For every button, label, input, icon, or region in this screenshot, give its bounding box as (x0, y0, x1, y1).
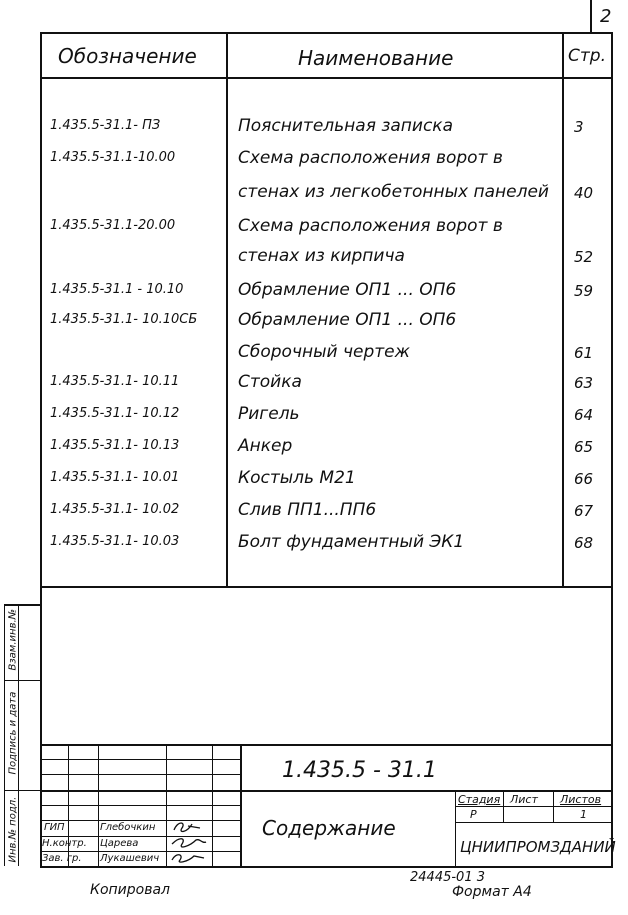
header-page: Стр. (568, 46, 606, 66)
col-divider-1 (226, 32, 228, 587)
row-name: Обрамление ОП1 ... ОП6 (238, 280, 457, 300)
row-designation: 1.435.5-31.1 - 10.10 (50, 282, 184, 297)
tb-row-3 (40, 790, 613, 792)
handwritten-signatures (166, 816, 214, 866)
row-page: 67 (574, 502, 594, 520)
row-page: 64 (574, 406, 594, 424)
sheet-label: Лист (510, 793, 538, 806)
row-designation: 1.435.5-31.1-20.00 (50, 218, 176, 233)
row-name: Стойка (238, 372, 302, 392)
tb-col-2 (98, 744, 99, 866)
row-name: Схема расположения ворот в (238, 216, 503, 236)
col-divider-2 (562, 32, 564, 587)
row-name: Болт фундаментный ЭК1 (238, 532, 465, 552)
table-end-line (40, 586, 613, 588)
frame-bottom (40, 866, 613, 868)
tb-row-2 (40, 774, 240, 775)
row-designation: 1.435.5-31.1- 10.11 (50, 374, 180, 389)
row-page: 63 (574, 374, 594, 392)
page-tab-border (590, 0, 592, 32)
page-number: 2 (600, 6, 612, 27)
side-stamp-left (4, 604, 5, 866)
copied-by: Копировал (90, 882, 170, 898)
tb-right-row-2 (455, 822, 613, 823)
frame-right (611, 32, 613, 868)
row-page: 40 (574, 184, 594, 202)
row-name: Слив ПП1...ПП6 (238, 500, 377, 520)
side-stamp-signature: Подпись и дата (7, 691, 19, 775)
row-page: 68 (574, 534, 594, 552)
row-designation: 1.435.5-31.1- 10.13 (50, 438, 180, 453)
organization-name: ЦНИИПРОМЗДАНИЙ (460, 838, 616, 856)
staff-role-2: Н.контр. (42, 838, 87, 849)
side-stamp-inv: Инв.№ подл. (7, 796, 19, 863)
tb-right-row-1 (455, 806, 613, 807)
row-name: Ригель (238, 404, 300, 424)
row-designation: 1.435.5-31.1-10.00 (50, 150, 176, 165)
staff-name-2: Царева (100, 838, 139, 849)
row-designation: 1.435.5-31.1- 10.12 (50, 406, 180, 421)
header-name: Наименование (298, 46, 454, 70)
staff-role-3: Зав. гр. (42, 853, 82, 864)
row-name: Пояснительная записка (238, 116, 453, 136)
side-stamp-sep-1 (4, 680, 42, 681)
document-title: Содержание (262, 816, 396, 840)
tb-row-4 (40, 805, 240, 806)
frame-left (40, 32, 42, 868)
row-page: 3 (574, 118, 584, 136)
sheets-label: Листов (560, 793, 602, 806)
row-name: стенах из кирпича (238, 246, 405, 266)
row-designation: 1.435.5-31.1- 10.01 (50, 470, 180, 485)
row-designation: 1.435.5-31.1- ПЗ (50, 118, 161, 133)
tb-row-1 (40, 759, 240, 760)
header-divider (40, 77, 613, 79)
row-name: Обрамление ОП1 ... ОП6 (238, 310, 457, 330)
tb-right-col-1 (455, 790, 456, 866)
row-page: 65 (574, 438, 594, 456)
staff-name-1: Глебочкин (100, 822, 156, 833)
paper-format: Формат А4 (452, 884, 532, 900)
document-code: 1.435.5 - 31.1 (282, 758, 437, 783)
row-name: стенах из легкобетонных панелей (238, 182, 549, 202)
frame-top (40, 32, 613, 34)
row-name: Сборочный чертеж (238, 342, 410, 362)
stage-label: Стадия (458, 793, 501, 806)
row-page: 52 (574, 248, 594, 266)
stage-value: Р (470, 808, 477, 821)
row-page: 59 (574, 282, 594, 300)
row-name: Костыль М21 (238, 468, 356, 488)
row-designation: 1.435.5-31.1- 10.03 (50, 534, 180, 549)
title-block-divider (240, 744, 242, 868)
title-block-top (40, 744, 613, 746)
row-page: 66 (574, 470, 594, 488)
row-name: Схема расположения ворот в (238, 148, 503, 168)
row-page: 61 (574, 344, 594, 362)
document-number: 24445-01 3 (410, 870, 485, 885)
staff-name-3: Лукашевич (100, 853, 160, 864)
staff-role-1: ГИП (44, 822, 65, 833)
sheets-value: 1 (580, 808, 587, 821)
row-name: Анкер (238, 436, 293, 456)
row-designation: 1.435.5-31.1- 10.10СБ (50, 312, 198, 327)
row-designation: 1.435.5-31.1- 10.02 (50, 502, 180, 517)
side-stamp-replaces: Взам.инв.№ (7, 608, 19, 671)
header-designation: Обозначение (58, 44, 197, 68)
